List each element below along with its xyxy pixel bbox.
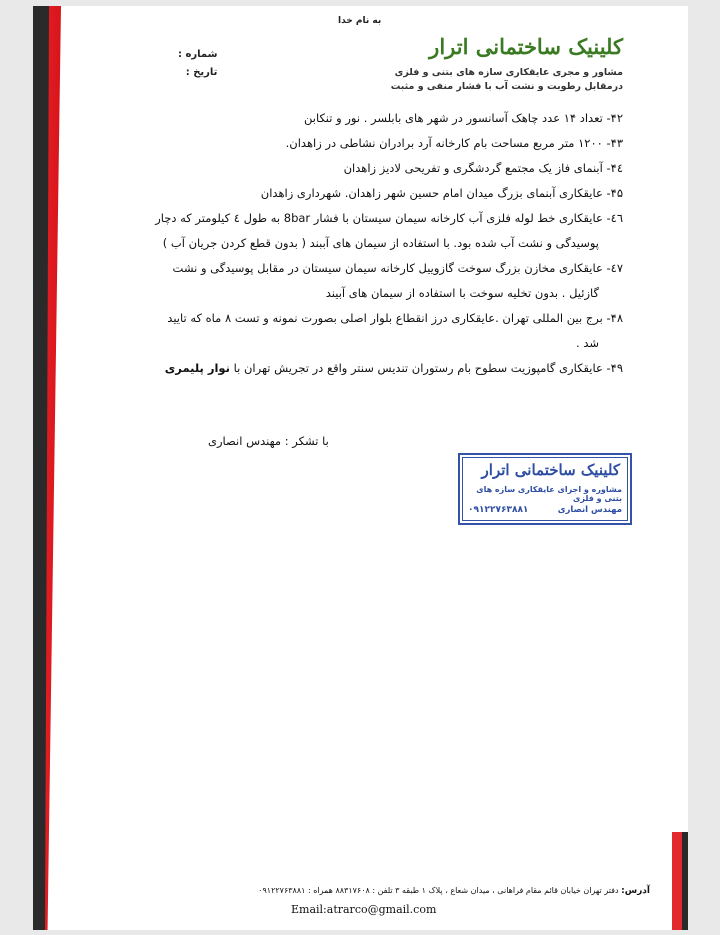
address-text: دفتر تهران خیابان قائم مقام فراهانی ، میدان شعاع ، پلاک ۱ طبقه ۳ تلفن : ۸۸۳۱۷۶۰۸ همراه : ۰۹۱۲۲۷۶۳۸۸۱ (258, 886, 619, 895)
item-text: ۴۸- برج بین المللی تهران .عایقکاری درز انقطاع بلوار اصلی بصورت نمونه و تست ۸ ماه که تایید (167, 311, 623, 325)
item-text: ۴۹- عایقکاری گامپوزیت سطوح بام رستوران تندیس سنتر واقع در تجریش تهران با (233, 361, 623, 375)
letter-meta (178, 46, 217, 82)
stamp-title: کلینیک ساختمانی اترار (481, 461, 620, 479)
company-name: کلینیک ساختمانی اترار (429, 34, 623, 59)
stamp-name: مهندس انصاری (557, 505, 622, 515)
list-item (103, 156, 623, 181)
letter-page (33, 6, 688, 930)
list-item (103, 181, 623, 206)
list-item (103, 356, 623, 381)
stamp-phone: ۰۹۱۲۲۷۶۳۸۸۱ (468, 505, 529, 515)
item-bold-text: نوار پلیمری (164, 361, 230, 375)
list-item (103, 106, 623, 131)
tagline-line-1: مشاور و مجری عایقکاری سازه های بتنی و فلزی (394, 67, 623, 78)
signature-thanks: با تشکر : مهندس انصاری (208, 434, 329, 448)
address-label: آدرس: (621, 886, 650, 896)
tagline-line-2: درمقابل رطوبت و نشت آب با فشار منفی و مثبت (390, 81, 623, 92)
list-item (103, 256, 623, 306)
item-continuation: پوسیدگی و نشت آب شده بود. با استفاده از سیمان های آببند ( بدون قطع کردن جریان آب ) (162, 236, 599, 250)
right-black-stripe (682, 832, 688, 930)
item-text: ۴٤- آبنمای فاز یک مجتمع گردشگری و تفریحی لادیز زاهدان (343, 161, 623, 175)
item-text: ٤٦- عایقکاری خط لوله فلزی آب کارخانه سیمان سیستان با فشار 8bar به طول ٤ کیلومتر که دچار (155, 211, 623, 225)
company-stamp (458, 453, 632, 525)
project-list (103, 106, 623, 381)
item-continuation: گازئیل . بدون تخلیه سوخت با استفاده از سیمان های آبیند (325, 286, 599, 300)
item-continuation: شد . (576, 336, 599, 350)
item-text: ٤٧- عایقکاری مخازن بزرگ سوخت گازوییل کارخانه سیمان سیستان در مقابل پوسیدگی و نشت (172, 261, 623, 275)
stamp-subtitle: مشاوره و اجرای عایقکاری سازه های بتنی و فلزی (476, 485, 622, 503)
footer-email: Email:atrarco@gmail.com (291, 903, 437, 916)
company-tagline (391, 66, 623, 94)
item-text: ۴۵- عایقکاری آبنمای بزرگ میدان امام حسین شهر زاهدان. شهرداری زاهدان (260, 186, 623, 200)
list-item (103, 306, 623, 356)
list-item (103, 206, 623, 256)
item-text: ۴۲- تعداد ۱۴ عدد چاهک آسانسور در شهر های بابلسر . نور و تنکابن (304, 111, 623, 125)
number-label: شماره : (178, 49, 218, 60)
date-label: تاریخ : (185, 67, 218, 78)
footer-address (258, 886, 650, 896)
list-item (103, 131, 623, 156)
bismillah-heading: به نام خدا (338, 16, 382, 26)
item-text: ۴۳- ۱۲۰۰ متر مربع مساحت بام کارخانه آرد برادران نشاطی در زاهدان. (285, 136, 623, 150)
